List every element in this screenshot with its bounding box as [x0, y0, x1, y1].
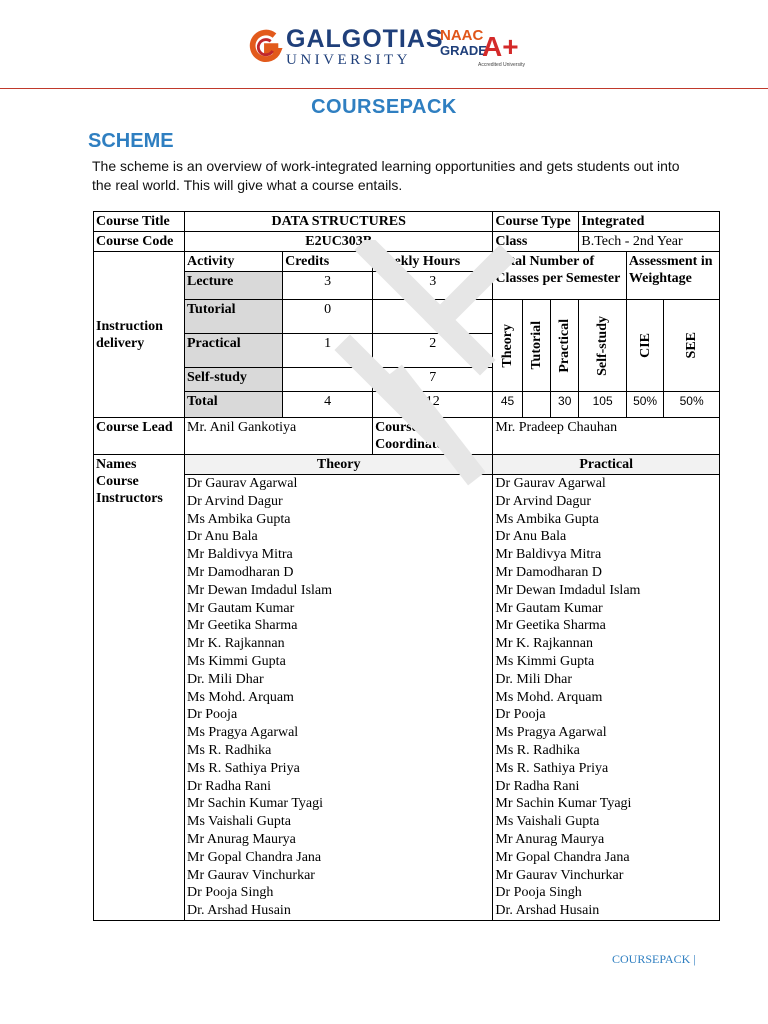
vert-header-tutorial: Tutorial — [522, 300, 550, 392]
list-item: Mr Baldivya Mitra — [187, 547, 293, 563]
class-label: Class — [493, 232, 579, 252]
list-item: Mr Gopal Chandra Jana — [187, 849, 322, 865]
theory-instructors-list — [185, 475, 493, 921]
list-item: Ms Kimmi Gupta — [495, 653, 595, 669]
university-logo — [246, 26, 526, 72]
value-cie: 50% — [626, 392, 663, 418]
list-item: Mr Geetika Sharma — [495, 618, 606, 634]
list-item: Dr Arvind Dagur — [495, 493, 592, 509]
course-type-label: Course Type — [493, 212, 579, 232]
activity-row-practical: Practical — [185, 334, 283, 368]
vert-header-self-study: Self-study — [579, 300, 627, 392]
list-item: Dr. Mili Dhar — [187, 671, 264, 687]
hours-practical: 2 — [373, 334, 493, 368]
course-title-value: DATA STRUCTURES — [185, 212, 493, 232]
hours-self-study: 7 — [373, 368, 493, 392]
naac-accredited: Accredited University — [478, 62, 525, 68]
classes-per-semester-header: Total Number of Classes per Semester — [493, 252, 626, 300]
document-title: COURSEPACK — [311, 96, 457, 118]
naac-label: NAAC — [440, 27, 484, 44]
list-item: Mr Damodharan D — [495, 564, 602, 580]
credits-self-study — [283, 368, 373, 392]
page-footer: COURSEPACK | — [612, 952, 696, 966]
activity-row-self-study: Self-study — [185, 368, 283, 392]
credits-lecture: 3 — [283, 272, 373, 300]
course-instructors-label: Names Course Instructors — [94, 455, 185, 921]
list-item: Ms Pragya Agarwal — [495, 725, 607, 741]
value-self-study: 105 — [579, 392, 627, 418]
list-item: Mr Dewan Imdadul Islam — [187, 582, 333, 598]
course-coordinator-value: Mr. Pradeep Chauhan — [493, 418, 720, 455]
value-tutorial — [522, 392, 550, 418]
course-title-label: Course Title — [94, 212, 185, 232]
instruction-delivery-label: Instruction delivery — [94, 252, 185, 418]
list-item: Mr Gautam Kumar — [187, 600, 295, 616]
hours-tutorial: 0 — [373, 300, 493, 334]
naac-grade-value: A+ — [482, 31, 519, 62]
activity-header: Activity — [185, 252, 283, 272]
list-item: Mr Damodharan D — [187, 564, 294, 580]
list-item: Mr Anurag Maurya — [495, 831, 605, 847]
list-item: Ms R. Radhika — [495, 742, 580, 758]
intro-paragraph: The scheme is an overview of work-integrated learning opportunities and gets students out into the real world. This will give what a course entails. — [92, 158, 680, 193]
list-item: Ms Vaishali Gupta — [187, 814, 291, 830]
vert-header-theory: Theory — [493, 300, 522, 392]
credits-total: 4 — [283, 392, 373, 418]
list-item: Mr Gaurav Vinchurkar — [187, 867, 315, 883]
naac-badge — [440, 28, 530, 70]
credits-tutorial: 0 — [283, 300, 373, 334]
course-lead-label: Course Lead — [94, 418, 185, 455]
list-item: Ms Ambika Gupta — [495, 511, 599, 527]
list-item: Mr Sachin Kumar Tyagi — [187, 796, 324, 812]
course-lead-value: Mr. Anil Gankotiya — [185, 418, 373, 455]
list-item: Ms Ambika Gupta — [187, 511, 291, 527]
list-item: Dr. Arshad Husain — [187, 903, 291, 919]
hours-total: 12 — [373, 392, 493, 418]
list-item: Mr Baldivya Mitra — [495, 547, 602, 563]
list-item: Ms Kimmi Gupta — [187, 653, 286, 669]
list-item: Dr Gaurav Agarwal — [187, 476, 298, 491]
weekly-hours-header: Weekly Hours — [373, 252, 493, 272]
list-item: Dr Radha Rani — [187, 778, 271, 794]
logo-subtitle: UNIVERSITY — [286, 52, 411, 68]
list-item: Mr Anurag Maurya — [187, 831, 296, 847]
list-item: Dr Anu Bala — [495, 529, 567, 545]
practical-instructors-header: Practical — [493, 455, 720, 475]
list-item: Mr Dewan Imdadul Islam — [495, 582, 641, 598]
page-header — [0, 0, 768, 90]
list-item: Dr Radha Rani — [495, 778, 580, 794]
list-item: Dr. Arshad Husain — [495, 903, 600, 919]
list-item: Mr K. Rajkannan — [187, 636, 285, 652]
activity-row-tutorial: Tutorial — [185, 300, 283, 334]
header-divider — [0, 88, 768, 89]
theory-instructors-header: Theory — [185, 455, 493, 475]
list-item: Dr Pooja — [187, 707, 238, 723]
list-item: Dr Pooja Singh — [187, 885, 274, 901]
course-code-value: E2UC303B — [185, 232, 493, 252]
list-item: Mr Gaurav Vinchurkar — [495, 867, 624, 883]
list-item: Ms Pragya Agarwal — [187, 725, 299, 741]
list-item: Ms R. Radhika — [187, 742, 272, 758]
list-item: Dr Pooja Singh — [495, 885, 582, 901]
list-item: Dr Arvind Dagur — [187, 493, 283, 509]
list-item: Mr Geetika Sharma — [187, 618, 298, 634]
value-theory: 45 — [493, 392, 522, 418]
list-item: Mr Gopal Chandra Jana — [495, 849, 630, 865]
logo-title: GALGOTIAS — [286, 25, 444, 53]
list-item: Mr Gautam Kumar — [495, 600, 603, 616]
vert-header-cie: CIE — [626, 300, 663, 392]
hours-lecture: 3 — [373, 272, 493, 300]
vert-header-practical: Practical — [551, 300, 579, 392]
list-item: Mr K. Rajkannan — [495, 636, 593, 652]
credits-practical: 1 — [283, 334, 373, 368]
course-type-value: Integrated — [579, 212, 720, 232]
list-item: Dr Pooja — [495, 707, 546, 723]
practical-instructors-list — [493, 475, 720, 921]
list-item: Ms R. Sathiya Priya — [495, 760, 609, 776]
list-item: Dr Anu Bala — [187, 529, 258, 545]
class-value: B.Tech - 2nd Year — [579, 232, 720, 252]
galgotias-g-icon — [246, 28, 284, 66]
course-coordinator-label: Course Coordinator — [373, 418, 493, 455]
assessment-header: Assessment in Weightage — [626, 252, 719, 300]
list-item: Ms Mohd. Arquam — [495, 689, 603, 705]
list-item: Dr. Mili Dhar — [495, 671, 573, 687]
list-item: Ms R. Sathiya Priya — [187, 760, 300, 776]
scheme-table — [93, 211, 720, 921]
credits-header: Credits — [283, 252, 373, 272]
value-practical: 30 — [551, 392, 579, 418]
activity-row-total: Total — [185, 392, 283, 418]
list-item: Ms Vaishali Gupta — [495, 814, 600, 830]
list-item: Dr Gaurav Agarwal — [495, 476, 606, 491]
course-code-label: Course Code — [94, 232, 185, 252]
list-item: Mr Sachin Kumar Tyagi — [495, 796, 632, 812]
vert-header-see: SEE — [664, 300, 720, 392]
activity-row-lecture: Lecture — [185, 272, 283, 300]
section-title: SCHEME — [88, 130, 174, 152]
list-item: Ms Mohd. Arquam — [187, 689, 294, 705]
value-see: 50% — [664, 392, 720, 418]
naac-grade-label: GRADE — [440, 43, 487, 58]
